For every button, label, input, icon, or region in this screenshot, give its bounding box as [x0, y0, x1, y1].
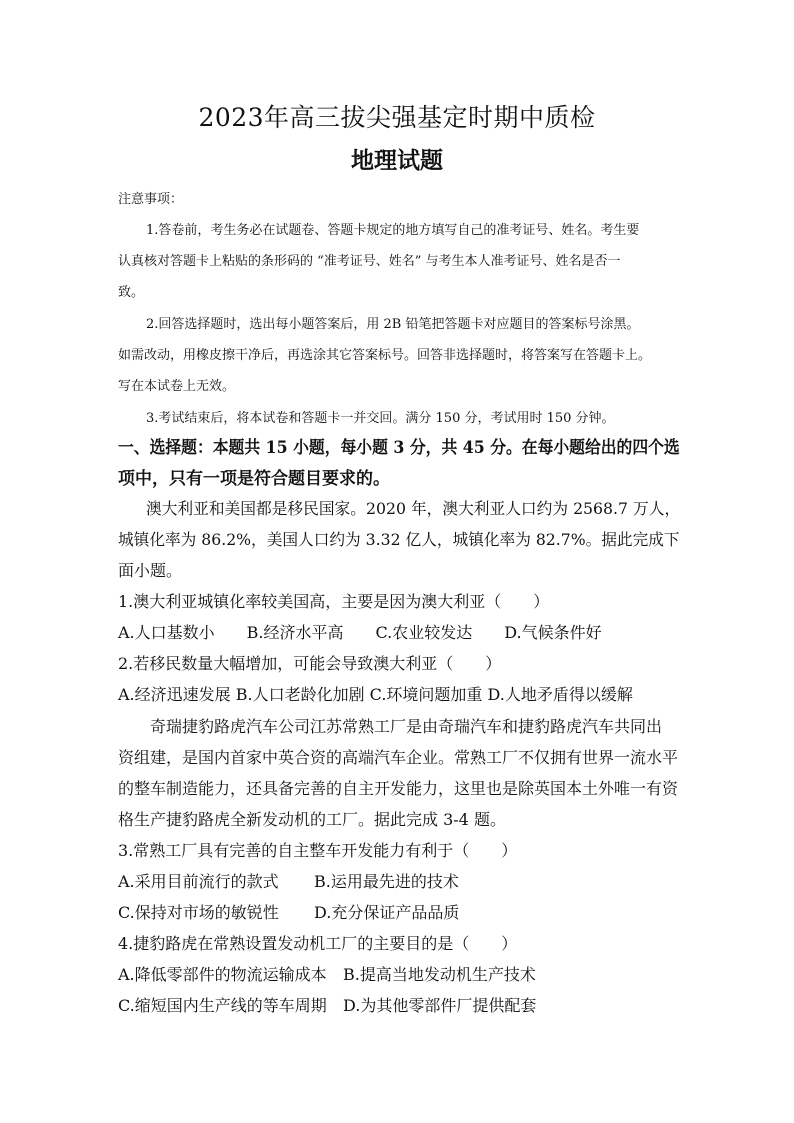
- option-d: D.为其他零部件厂提供配套: [343, 996, 537, 1015]
- section-heading: 项中，只有一项是符合题目要求的。: [118, 469, 390, 489]
- exam-subtitle: 地理试题: [351, 147, 443, 174]
- option-d: D.充分保证产品品质: [314, 903, 460, 922]
- question-stem: 3.常熟工厂具有完善的自主整车开发能力有利于（ ）: [118, 841, 518, 860]
- notice-line: 如需改动，用橡皮擦干净后，再选涂其它答案标号。回答非选择题时，将答案写在答题卡上。: [118, 348, 652, 363]
- option-a: A.降低零部件的物流运输成本: [118, 965, 327, 984]
- option-b: B.运用最先进的技术: [314, 872, 459, 891]
- notice-line: 2.回答选择题时，选出每小题答案后，用 2B 铅笔把答题卡对应题目的答案标号涂黑。: [146, 317, 640, 332]
- notice-line: 1.答卷前，考生务必在试题卷、答题卡规定的地方填写自己的准考证号、姓名。考生要: [146, 223, 640, 238]
- question-stem: 1.澳大利亚城镇化率较美国高，主要是因为澳大利亚（ ）: [118, 592, 550, 611]
- passage-line: 澳大利亚和美国都是移民国家。2020 年，澳大利亚人口约为 2568.7 万人，: [146, 499, 681, 518]
- question-stem: 2.若移民数量大幅增加，可能会导致澳大利亚（ ）: [118, 654, 502, 673]
- section-heading: 一、选择题：本题共 15 小题，每小题 3 分，共 45 分。在每小题给出的四个选: [118, 438, 680, 458]
- exam-title: 2023年高三拔尖强基定时期中质检: [198, 103, 596, 132]
- option-c: C.缩短国内生产线的等车周期: [118, 996, 327, 1015]
- question-options: A.人口基数小 B.经济水平高 C.农业较发达 D.气候条件好: [118, 623, 602, 642]
- passage-line: 资组建，是国内首家中英合资的高端汽车企业。常熟工厂不仅拥有世界一流水平: [118, 748, 679, 767]
- option-b: B.提高当地发动机生产技术: [343, 965, 536, 984]
- option-c: C.保持对市场的敏锐性: [118, 903, 279, 922]
- question-stem: 4.捷豹路虎在常熟设置发动机工厂的主要目的是（ ）: [118, 934, 518, 953]
- passage-line: 奇瑞捷豹路虎汽车公司江苏常熟工厂是由奇瑞汽车和捷豹路虎汽车共同出: [150, 717, 663, 736]
- passage-line: 城镇化率为 86.2%，美国人口约为 3.32 亿人，城镇化率为 82.7%。据此完成下: [118, 530, 680, 549]
- passage-line: 面小题。: [118, 561, 183, 580]
- notice-line: 认真核对答题卡上粘贴的条形码的 “准考证号、姓名” 与考生本人准考证号、姓名是否一: [118, 254, 621, 269]
- notice-line: 3.考试结束后，将本试卷和答题卡一并交回。满分 150 分，考试用时 150 分钟。: [146, 411, 615, 426]
- option-a: A.采用目前流行的款式: [118, 872, 279, 891]
- passage-line: 的整车制造能力，还具备完善的自主开发能力，这里也是除英国本土外唯一有资: [118, 779, 679, 798]
- passage-line: 格生产捷豹路虎全新发动机的工厂。据此完成 3-4 题。: [118, 810, 506, 829]
- notice-line: 写在本试卷上无效。: [118, 379, 236, 394]
- notice-line: 致。: [118, 285, 145, 300]
- question-options: A.经济迅速发展 B.人口老龄化加剧 C.环境问题加重 D.人地矛盾得以缓解: [118, 685, 633, 704]
- notice-heading: 注意事项：: [118, 192, 184, 207]
